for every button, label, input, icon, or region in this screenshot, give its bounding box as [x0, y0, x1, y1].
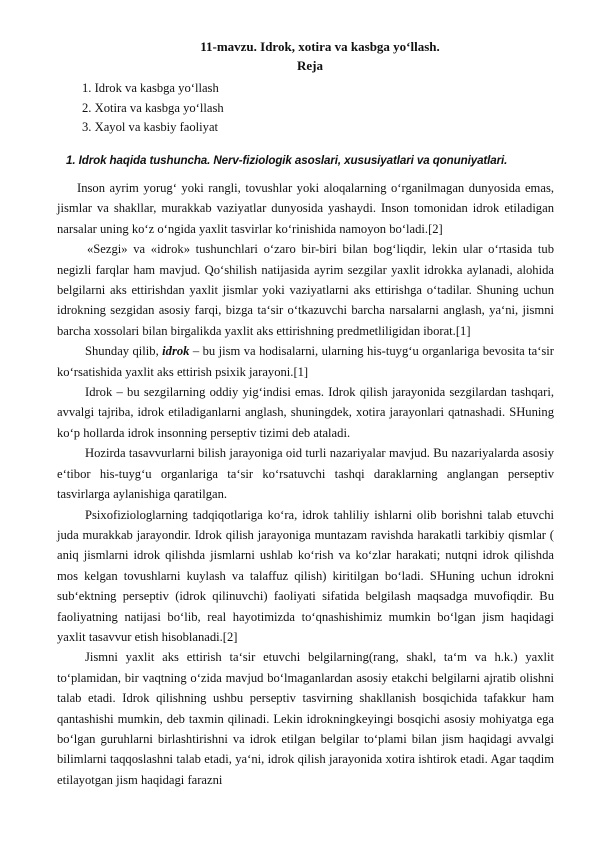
paragraph — [57, 341, 554, 382]
page-title: 11-mavzu. Idrok, xotira va kasbga yo‘llash. — [200, 39, 440, 54]
plan-item: 2. Xotira va kasbga yo‘llash — [82, 100, 224, 115]
section-heading: 1. Idrok haqida tushuncha. Nerv-fiziologik asoslari, xususiyatlari va qonuniyatlari. — [66, 154, 508, 167]
plan-item: 1. Idrok va kasbga yo‘llash — [82, 81, 219, 95]
paragraph-text: – bu jism va hodisalarni, ularning his-tuyg‘u organlariga bevosita ta‘sir ko‘rsatishida yaxlit aks ettirish psixik jarayoni.[1] — [57, 344, 554, 379]
body-text — [57, 178, 554, 790]
paragraph: Idrok – bu sezgilarning oddiy yig‘indisi emas. Idrok qilish jarayonida sezgilardan tashqari, avvalgi tajriba, idrok etiladiganlarni anglash, shuningdek, xotira jarayonlari qatnashadi. SHuning ko‘p hollarda idrok insonning perseptiv tizimi deb ataladi. — [57, 385, 554, 440]
plan-heading: Reja — [297, 58, 323, 73]
paragraph: «Sezgi» va «idrok» tushunchlari o‘zaro bir-biri bilan bog‘liqdir, lekin ular o‘rtasida tub negizli farqlar ham mavjud. Qo‘shilish natijasida ayrim sezgilar yaxlit idrokka aylanadi, alohida belgilarni aks ettirishdan yaxlit jismlar yoki vaziyatlarni aks ettirishga o‘tadilar. Shuning uchun idrokning sezgidan asosiy farqi, bizga ta‘sir o‘tkazuvchi barcha narsalarni anglash, ya‘ni, jismni barcha xossolari bilan birgalikda yaxlit aks ettirishning predmetliligidan iborat.[1] — [57, 242, 554, 338]
plan-item: 3. Xayol va kasbiy faoliyat — [82, 120, 219, 134]
plan-list — [82, 79, 224, 138]
paragraph: Inson ayrim yorug‘ yoki rangli, tovushlar yoki aloqalarning o‘rganilmagan dunyosida emas, jismlar va shakllar, murakkab vaziyatlar dunyosida yashaydi. Inson tomonidan idrok etiladigan narsalar uning ko‘z o‘ngida yaxlit tasvirlar ko‘rinishida namoyon bo‘ladi.[2] — [57, 181, 554, 236]
term-idrok: idrok — [162, 344, 190, 359]
paragraph-text: Shunday qilib, — [85, 344, 163, 359]
paragraph: Psixofiziologlarning tadqiqotlariga ko‘ra, idrok tahliliy ishlarni olib borishni talab etuvchi juda murakkab jarayondir. Idrok qilish jarayoniga muntazam ravishda harakatli tarkibiy qismlar ( aniq jismlarni idrok qilishda jismlarni ushlab ko‘rish va ko‘zlar harakati; nutqni idrok qilishda mos kelgan tovushlarni kuylash va talaffuz qilish) kiritilgan bo‘ladi. SHuning uchun idrokni sub‘ektning perseptiv (idrok qilinuvchi) faoliyati sifatida belgilash maqsadga muvofiqdir. Bu faoliyatning natijasi bo‘lib, real hayotimizda to‘qnashishimiz mumkin bo‘lgan jism haqidagi yaxlit tasavvur etish hisoblanadi.[2] — [57, 507, 554, 644]
paragraph: Hozirda tasavvurlarni bilish jarayoniga oid turli nazariyalar mavjud. Bu nazariyalarda asosiy e‘tibor his-tuyg‘u organlariga ta‘sir ko‘rsatuvchi tashqi daraklarning anglangan perseptiv tasvirlarga aylanishiga qaratilgan. — [57, 446, 554, 502]
paragraph: Jismni yaxlit aks ettirish ta‘sir etuvchi belgilarning(rang, shakl, ta‘m va h.k.) yaxlit to‘plamidan, bir vaqtning o‘zida mavjud bo‘lmaganlardan asosiy etakchi belgilarni ajratib olishni talab etadi. Idrok qilishning ushbu perseptiv tasvirning shakllanish bosqichida tafakkur ham qantashishi mumkin, deb taxmin qilinadi. Lekin idrokningkeyingi bosqichi asosiy mohiyatga ega bo‘lgan guruhlarni birlashtirishni va idrok etilgan belgilar to‘plami bilan jism haqidagi avvalgi bilimlarni taqqoslashni talab etadi, ya‘ni, idrok qilish jarayonida xotira ishtirok etadi. Agar taqdim etilayotgan jism haqidagi farazni — [57, 650, 554, 787]
